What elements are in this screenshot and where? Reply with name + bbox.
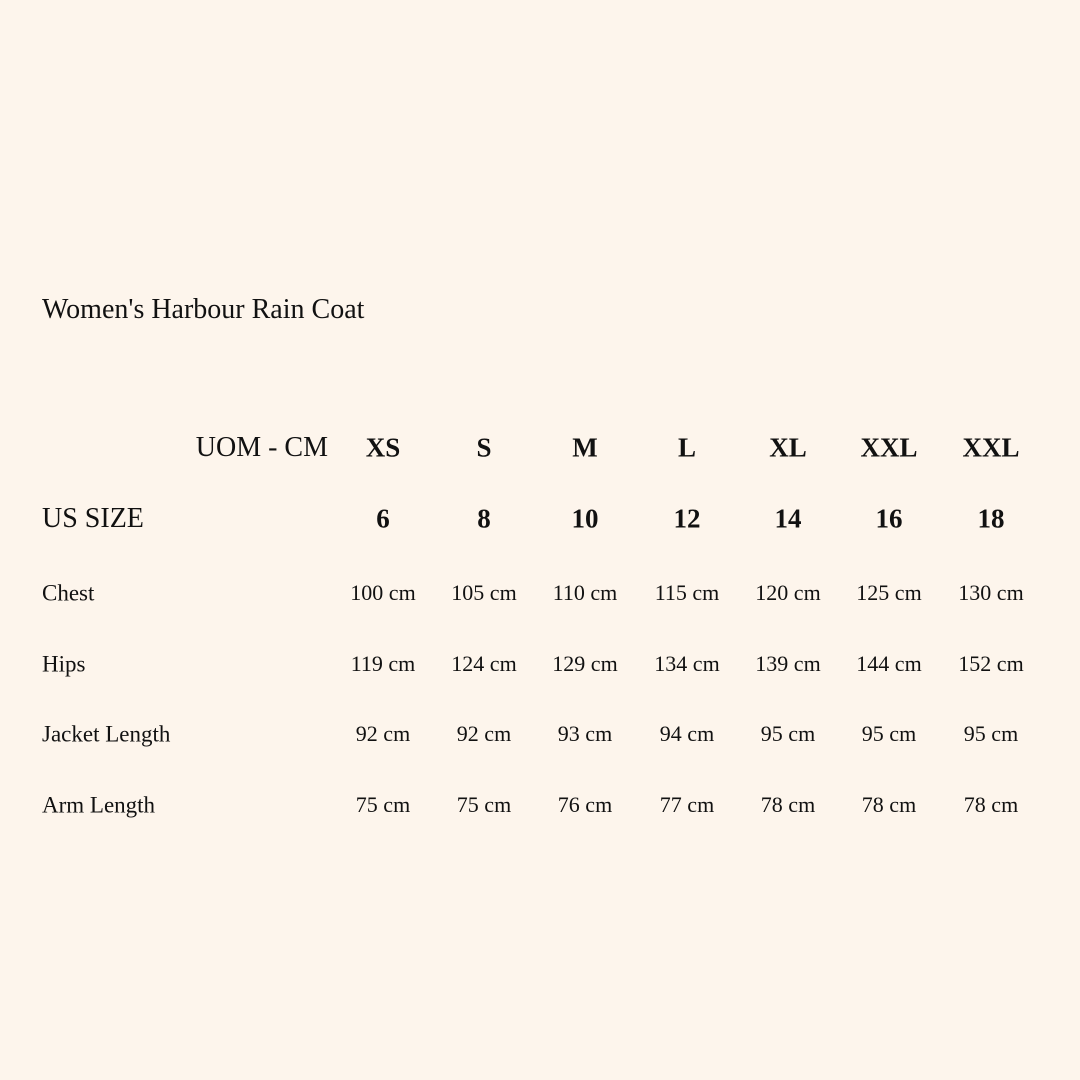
measurement-value: 75 cm — [355, 792, 411, 817]
measurement-value: 92 cm — [355, 721, 411, 746]
measurement-value: 93 cm — [557, 721, 613, 746]
measurement-label: Arm Length — [42, 792, 156, 818]
measurement-value: 94 cm — [659, 721, 715, 746]
us-size-value: 14 — [774, 503, 802, 534]
us-size-value: 6 — [376, 503, 390, 534]
measurement-value: 129 cm — [552, 651, 618, 676]
size-header: S — [476, 432, 492, 463]
measurement-label: Jacket Length — [42, 721, 171, 747]
measurement-value: 105 cm — [451, 580, 517, 605]
size-header: XS — [365, 432, 401, 463]
uom-label: UOM - CM — [195, 432, 328, 463]
us-size-value: 10 — [571, 503, 599, 534]
size-header: M — [572, 432, 598, 463]
measurement-label: Chest — [42, 580, 95, 606]
measurement-value: 76 cm — [557, 792, 613, 817]
measurement-value: 139 cm — [755, 651, 821, 676]
measurement-value: 78 cm — [963, 792, 1019, 817]
measurement-value: 119 cm — [350, 651, 416, 676]
measurement-value: 124 cm — [451, 651, 517, 676]
measurement-value: 120 cm — [755, 580, 821, 605]
measurement-value: 100 cm — [350, 580, 416, 605]
measurement-value: 92 cm — [456, 721, 512, 746]
us-size-value: 16 — [875, 503, 903, 534]
us-size-value: 8 — [477, 503, 491, 534]
size-header: XXL — [860, 432, 918, 463]
page-title: Women's Harbour Rain Coat — [42, 294, 365, 325]
measurement-value: 134 cm — [654, 651, 720, 676]
us-size-value: 12 — [673, 503, 701, 534]
us-size-value: 18 — [977, 503, 1005, 534]
measurement-value: 110 cm — [552, 580, 618, 605]
size-header: L — [677, 432, 697, 463]
measurement-value: 95 cm — [760, 721, 816, 746]
size-header: XXL — [962, 432, 1020, 463]
measurement-value: 75 cm — [456, 792, 512, 817]
measurement-value: 152 cm — [958, 651, 1024, 676]
measurement-value: 78 cm — [760, 792, 816, 817]
measurement-label: Hips — [42, 651, 86, 677]
measurement-value: 95 cm — [861, 721, 917, 746]
measurement-value: 78 cm — [861, 792, 917, 817]
measurement-value: 115 cm — [654, 580, 720, 605]
measurement-value: 95 cm — [963, 721, 1019, 746]
measurement-value: 130 cm — [958, 580, 1024, 605]
measurement-value: 77 cm — [659, 792, 715, 817]
us-size-label: US SIZE — [42, 503, 144, 534]
measurement-value: 144 cm — [856, 651, 922, 676]
size-header: XL — [769, 432, 807, 463]
measurement-value: 125 cm — [856, 580, 922, 605]
